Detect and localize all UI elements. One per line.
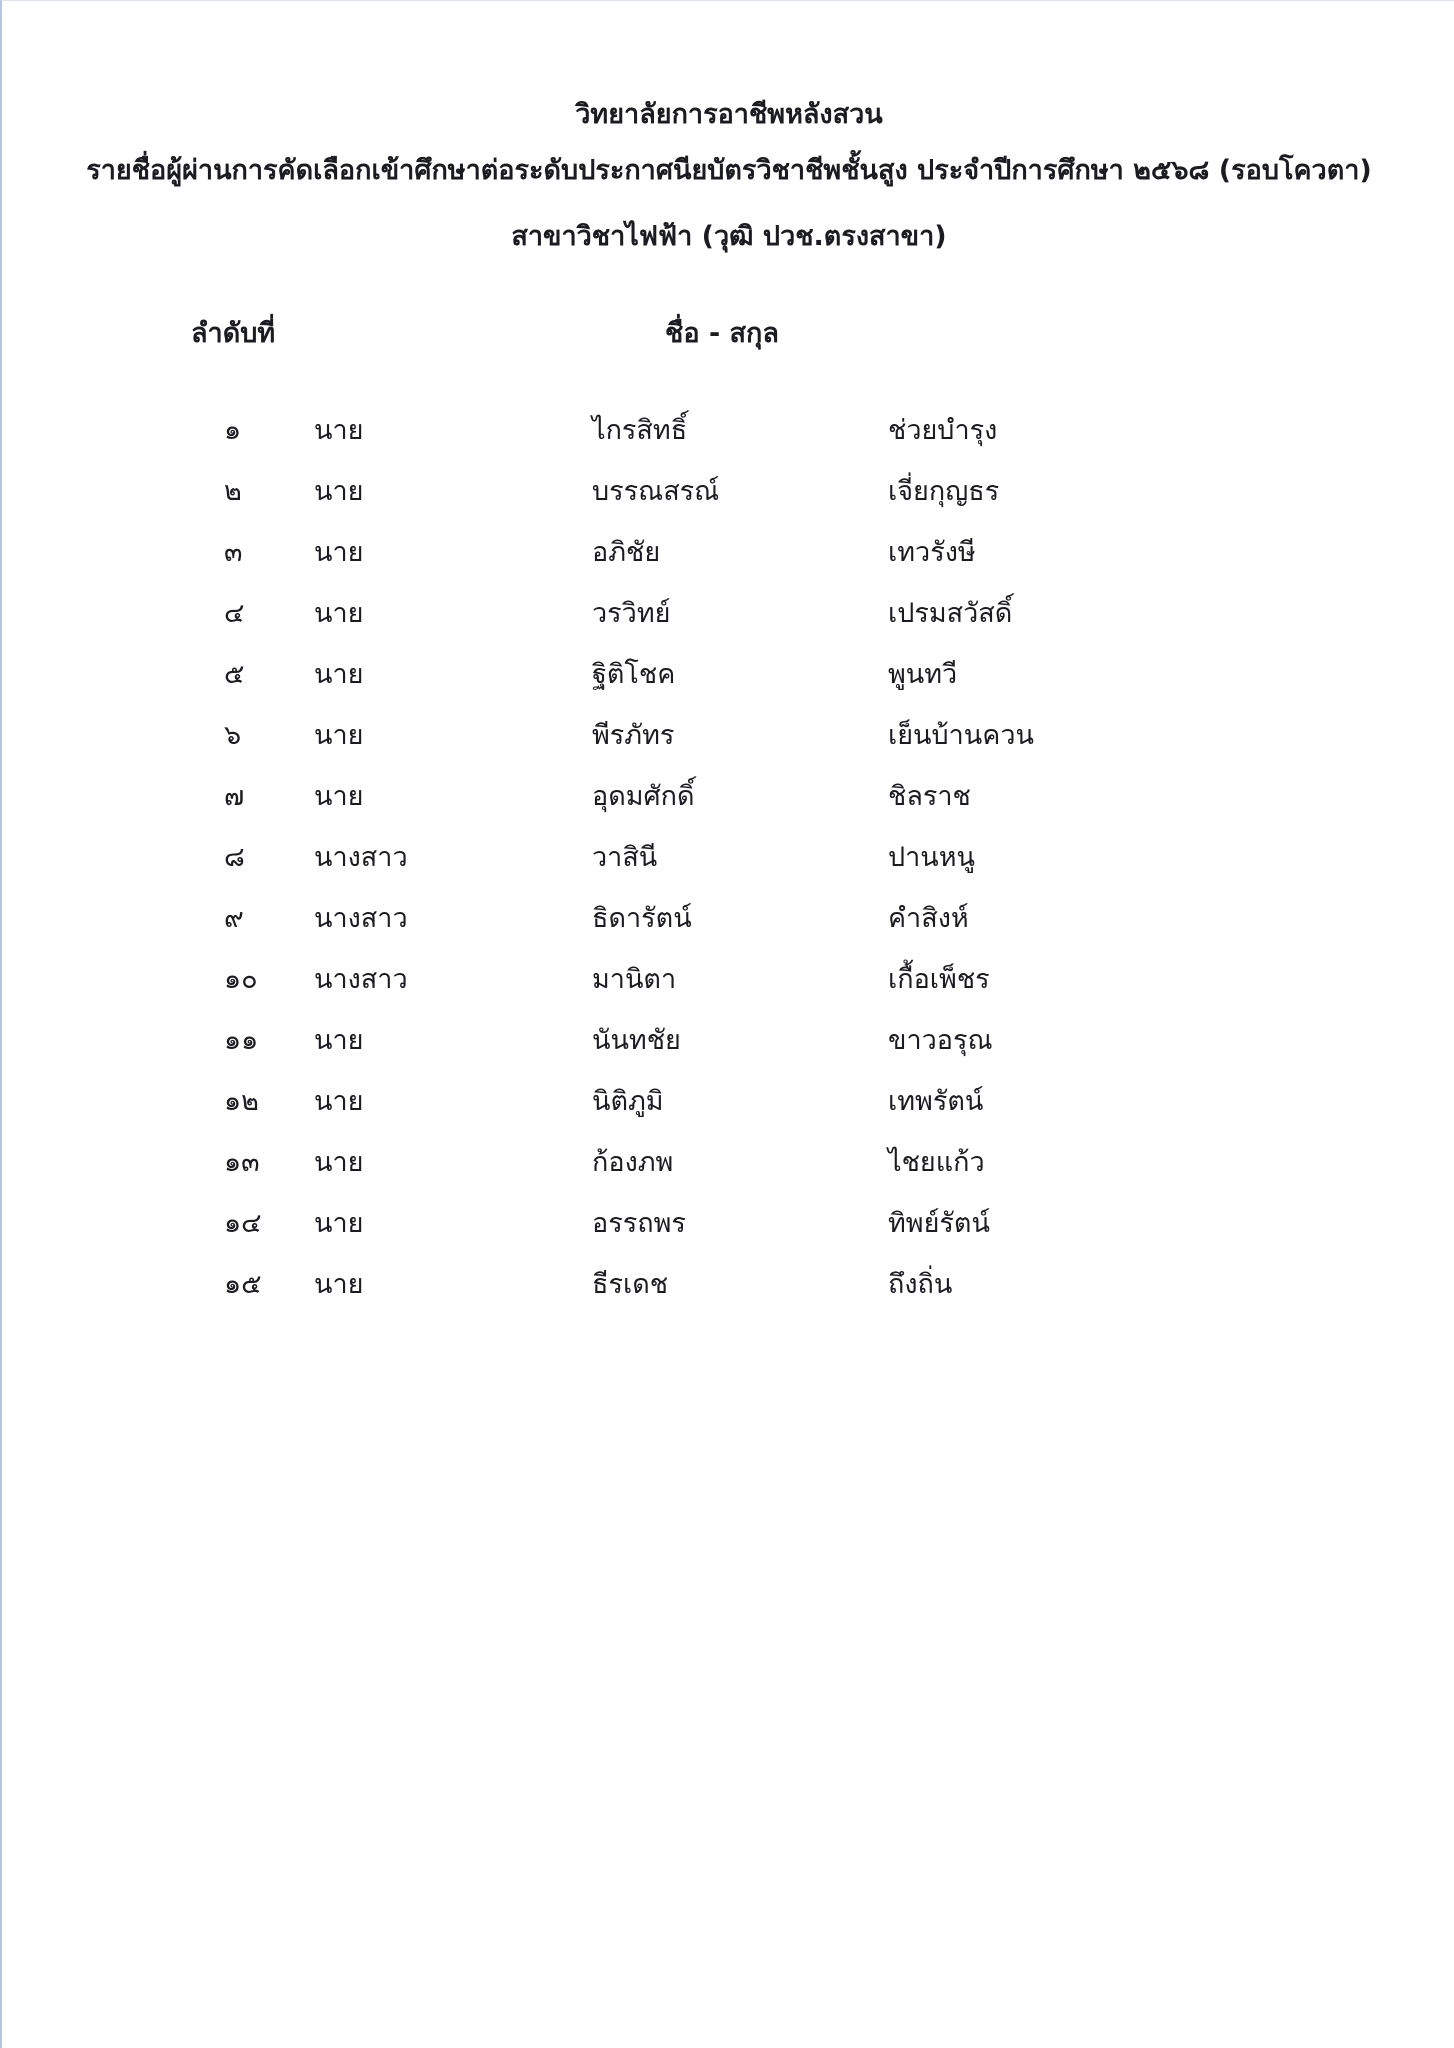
announcement-title: รายชื่อผู้ผ่านการคัดเลือกเข้าศึกษาต่อระดับประกาศนียบัตรวิชาชีพชั้นสูง ประจำปีการศึกษา ๒๕๖๘ (รอบโควตา) [86,155,1372,186]
list-item [2,472,1454,533]
row-first-name: นิติภูมิ [592,1086,664,1117]
row-last-name: ชิลราช [888,781,971,812]
list-item [2,1204,1454,1265]
list-item [2,716,1454,777]
row-number: ๑๑ [224,1025,259,1056]
row-number: ๑๔ [224,1208,262,1239]
list-item [2,777,1454,838]
program-subtitle: สาขาวิชาไฟฟ้า (วุฒิ ปวช.ตรงสาขา) [511,221,947,252]
row-first-name: อภิชัย [592,537,661,568]
row-first-name: ธีรเดช [592,1269,669,1300]
row-title-prefix: นาย [314,415,364,446]
row-number: ๘ [224,842,245,873]
row-first-name: อรรถพร [592,1208,686,1239]
row-title-prefix: นาย [314,598,364,629]
row-number: ๔ [224,598,245,629]
row-first-name: ไกรสิทธิ์ [592,415,688,446]
row-number: ๗ [224,781,245,812]
row-last-name: ไชยแก้ว [888,1147,985,1178]
row-last-name: คำสิงห์ [888,903,969,934]
row-title-prefix: นาย [314,1269,364,1300]
row-number: ๑๓ [224,1147,260,1178]
row-first-name: ก้องภพ [592,1147,674,1178]
column-header-order: ลำดับที่ [191,318,276,349]
list-item [2,1082,1454,1143]
row-last-name: เปรมสวัสดิ์ [888,598,1013,629]
row-last-name: เกื้อเพ็ชร [888,964,990,995]
list-item [2,838,1454,899]
row-number: ๑๐ [224,964,258,995]
row-last-name: เทพรัตน์ [888,1086,984,1117]
row-first-name: ฐิติโชค [592,659,676,690]
list-item [2,899,1454,960]
row-number: ๕ [224,659,245,690]
row-title-prefix: นาย [314,1086,364,1117]
row-first-name: อุดมศักดิ์ [592,781,695,812]
row-last-name: ช่วยบำรุง [888,415,998,446]
row-last-name: เจี่ยกุญธร [888,476,1000,507]
row-title-prefix: นาย [314,781,364,812]
list-item [2,1143,1454,1204]
row-title-prefix: นาย [314,720,364,751]
row-number: ๙ [224,903,244,934]
row-title-prefix: นาย [314,537,364,568]
row-last-name: เทวรังษี [888,537,976,568]
row-number: ๖ [224,720,242,751]
row-first-name: ธิดารัตน์ [592,903,692,934]
list-item [2,594,1454,655]
row-first-name: มานิตา [592,964,677,995]
row-number: ๑ [224,415,242,446]
row-last-name: ปานหนู [888,842,976,873]
row-title-prefix: นาย [314,1147,364,1178]
row-title-prefix: นางสาว [314,903,408,934]
list-item [2,411,1454,472]
row-first-name: บรรณสรณ์ [592,476,720,507]
row-number: ๒ [224,476,242,507]
row-first-name: วรวิทย์ [592,598,671,629]
row-first-name: นันทชัย [592,1025,681,1056]
row-title-prefix: นาย [314,1025,364,1056]
row-last-name: ถึงถิ่น [888,1269,953,1300]
student-list [2,411,1454,1326]
row-title-prefix: นางสาว [314,964,408,995]
column-header-name: ชื่อ - สกุล [665,318,779,349]
institution-name: วิทยาลัยการอาชีพหลังสวน [575,99,883,130]
row-number: ๑๕ [224,1269,262,1300]
list-item [2,1021,1454,1082]
row-title-prefix: นางสาว [314,842,408,873]
row-title-prefix: นาย [314,659,364,690]
row-title-prefix: นาย [314,1208,364,1239]
row-number: ๑๒ [224,1086,259,1117]
list-item [2,960,1454,1021]
row-first-name: วาสินี [592,842,658,873]
row-number: ๓ [224,537,243,568]
list-item [2,655,1454,716]
list-item [2,533,1454,594]
row-first-name: พีรภัทร [592,720,675,751]
row-last-name: เย็นบ้านควน [888,720,1034,751]
row-last-name: ขาวอรุณ [888,1025,993,1056]
row-title-prefix: นาย [314,476,364,507]
list-item [2,1265,1454,1326]
row-last-name: พูนทวี [888,659,958,690]
row-last-name: ทิพย์รัตน์ [888,1208,990,1239]
